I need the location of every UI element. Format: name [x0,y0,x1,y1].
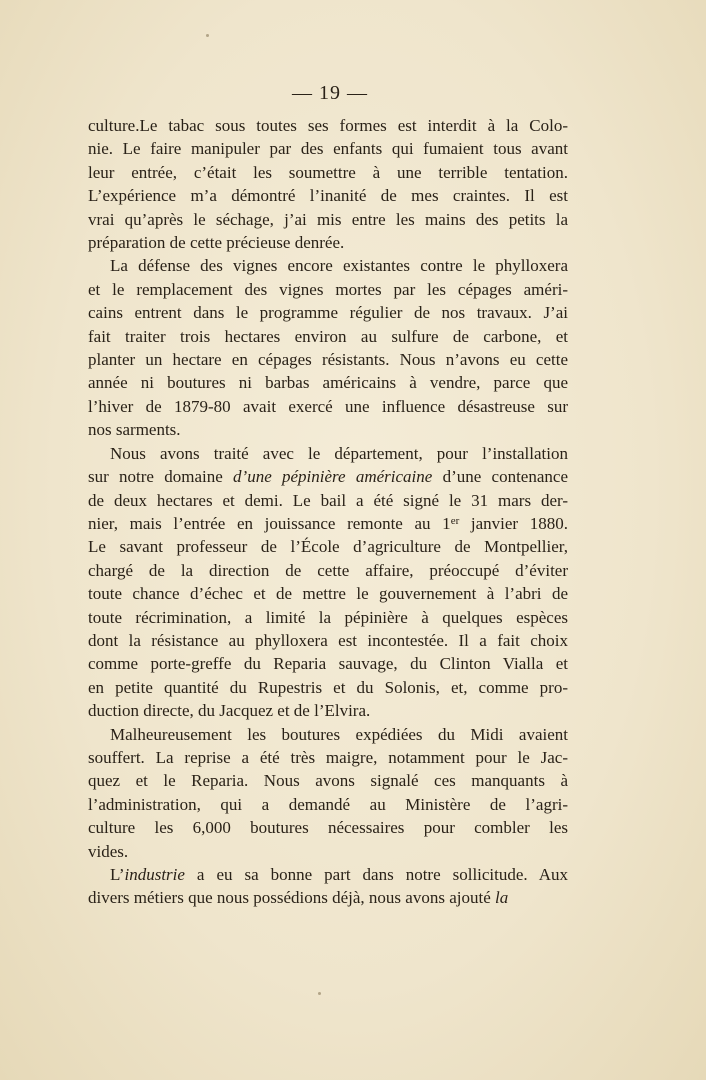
text-line: et le remplacement des vignes mortes par les cépages améri- [88,279,568,299]
text-line: sur notre domaine d’une pépinière américaine d’une contenance [88,467,568,487]
body-text [88,114,568,910]
text-line: nier, mais l’entrée en jouissance remonte au 1er janvier 1880. [88,513,568,533]
paragraph [88,723,568,863]
text-line: vides. [88,841,129,861]
text-line: fait traiter trois hectares environ au sulfure de carbone, et [88,326,568,346]
text-line: vrai qu’après le séchage, j’ai mis entre les mains des petits la [88,209,568,229]
text-line: planter un hectare en cépages résistants. Nous n’avons eu cette [88,350,568,370]
text-line: Le savant professeur de l’École d’agriculture de Montpellier, [88,537,568,557]
text-line: année ni boutures ni barbas américains à vendre, parce que [88,373,568,393]
ink-speck [318,992,321,995]
text-line: L’industrie a eu sa bonne part dans notre sollicitude. Aux [110,865,568,884]
text-line: l’hiver de 1879-80 avait exercé une influence désastreuse sur [88,396,568,416]
text-line: Nous avons traité avec le département, pour l’installation [110,443,568,463]
paragraph [88,254,568,441]
text-line: en petite quantité du Rupestris et du Solonis, et, comme pro- [88,677,568,697]
text-line: dont la résistance au phylloxera est incontestée. Il a fait choix [88,630,568,650]
text-line: comme porte-greffe du Reparia sauvage, du Clinton Vialla et [88,654,568,674]
text-line: préparation de cette précieuse denrée. [88,233,345,253]
text-line: souffert. La reprise a été très maigre, notamment pour le Jac- [88,747,568,767]
page-number: — 19 — [292,82,368,104]
text-line: duction directe, du Jacquez et de l’Elvira. [88,701,371,721]
text-line: nie. Le faire manipuler par des enfants qui fumaient tous avant [88,139,568,159]
text-line: toute chance d’échec et de mettre le gouvernement à l’abri de [88,584,568,604]
text-line: de deux hectares et demi. Le bail a été signé le 31 mars der- [88,490,568,510]
text-line: culture.Le tabac sous toutes ses formes est interdit à la Colo- [88,116,568,135]
text-line: nos sarments. [88,420,181,440]
text-line: l’administration, qui a demandé au Ministère de l’agri- [88,794,568,814]
paragraph [88,114,568,254]
paragraph [88,863,568,910]
text-line: Malheureusement les boutures expédiées du Midi avaient [110,724,568,744]
text-line: quez et le Reparia. Nous avons signalé ces manquants à [88,771,568,791]
text-line: leur entrée, c’était les soumettre à une terrible tentation. [88,162,568,182]
text-line: L’expérience m’a démontré l’inanité de mes craintes. Il est [88,186,568,206]
text-line: divers métiers que nous possédions déjà, nous avons ajouté la [88,888,509,908]
text-line: toute récrimination, a limité la pépinière à quelques espèces [88,607,568,627]
paragraph [88,442,568,723]
text-line: La défense des vignes encore existantes contre le phylloxera [110,256,568,276]
text-line: cains entrent dans le programme régulier de nos travaux. J’ai [88,303,568,323]
text-line: chargé de la direction de cette affaire, préoccupé d’éviter [88,560,568,580]
ink-speck [206,34,209,37]
text-line: culture les 6,000 boutures nécessaires pour combler les [88,818,568,838]
